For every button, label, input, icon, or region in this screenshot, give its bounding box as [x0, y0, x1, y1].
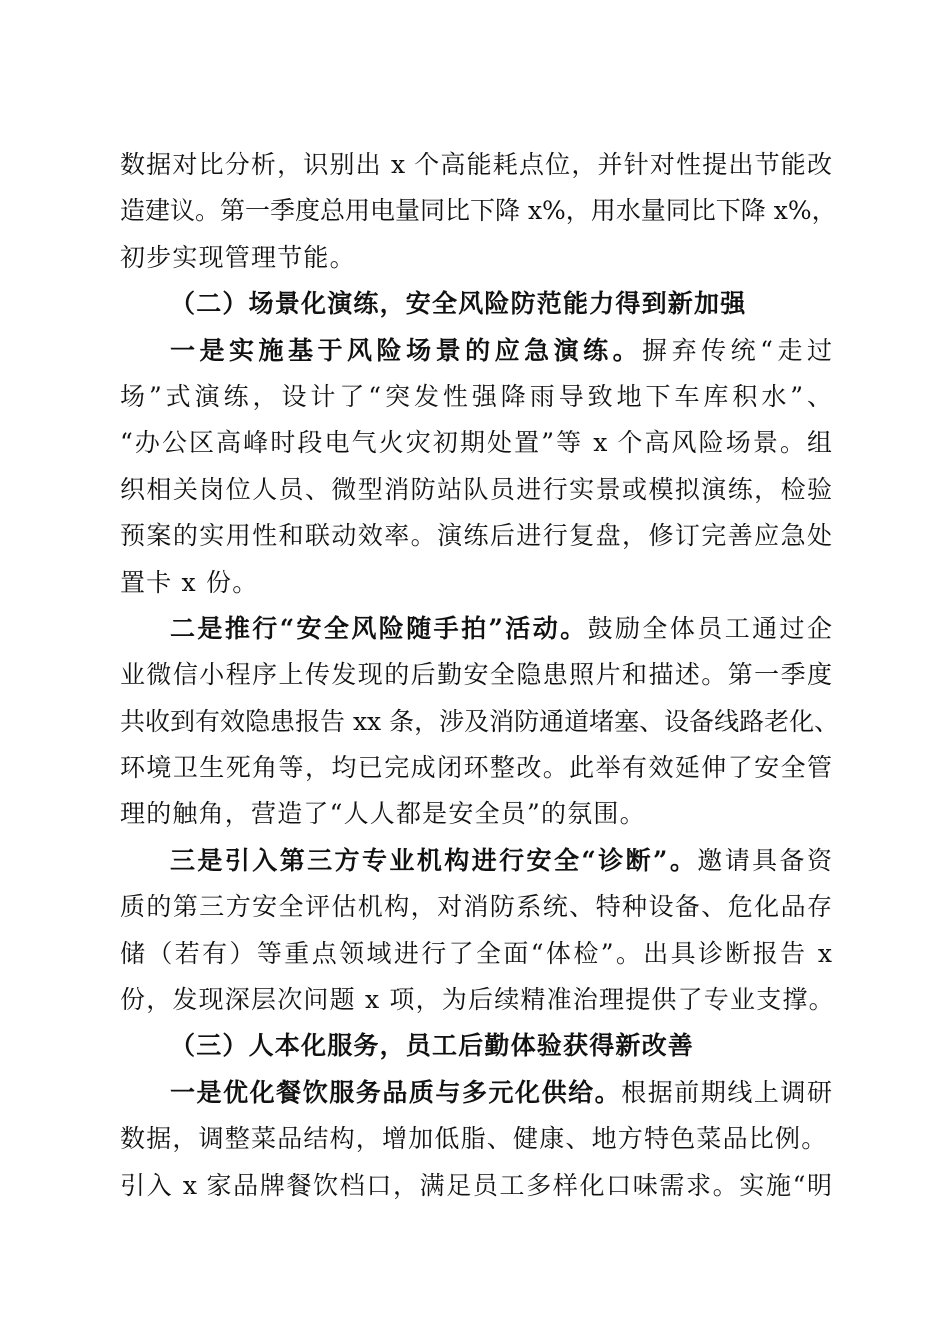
paragraph-first-line — [120, 328, 832, 374]
text-line: 预案的实用性和联动效率。演练后进行复盘，修订完善应急处 — [120, 521, 832, 551]
paragraph-text: 邀请具备资 — [697, 845, 832, 875]
document-body — [120, 142, 840, 1209]
text-line: 份，发现深层次问题 x 项，为后续精准治理提供了专业支撑。 — [120, 985, 835, 1015]
text-line: 引入 x 家品牌餐饮档口，满足员工多样化口味需求。实施“明 — [120, 1170, 832, 1200]
text-line: 质的第三方安全评估机构，对消防系统、特种设备、危化品存 — [120, 892, 832, 922]
paragraph-text: 根据前期线上调研 — [621, 1077, 832, 1107]
text-line: 环境卫生死角等，均已完成闭环整改。此举有效延伸了安全管 — [120, 753, 832, 783]
paragraph-first-line — [120, 1070, 832, 1116]
text-line: 理的触角，营造了“人人都是安全员”的氛围。 — [120, 799, 646, 829]
text-line: 造建议。第一季度总用电量同比下降 x%，用水量同比下降 x%， — [120, 196, 837, 226]
paragraph-first-line — [120, 838, 832, 884]
text-line: 储（若有）等重点领域进行了全面“体检”。出具诊断报告 x — [120, 938, 832, 968]
text-line: 共收到有效隐患报告 xx 条，涉及消防通道堵塞、设备线路老化、 — [120, 706, 840, 736]
paragraph-first-line — [120, 606, 832, 652]
paragraph-lead: 二是推行“安全风险随手拍”活动。 — [170, 613, 588, 643]
paragraph-lead: 三是引入第三方专业机构进行安全“诊断”。 — [170, 845, 698, 875]
paragraph-text: 摒弃传统“走过 — [642, 335, 832, 365]
text-line: 置卡 x 份。 — [120, 567, 259, 597]
text-line: 织相关岗位人员、微型消防站队员进行实景或模拟演练，检验 — [120, 474, 832, 504]
text-line: 初步实现管理节能。 — [120, 242, 356, 272]
text-line: 场”式演练，设计了“突发性强降雨导致地下车库积水”、 — [120, 381, 832, 411]
paragraph-text: 鼓励全体员工通过企 — [587, 613, 832, 643]
section-heading: （三）人本化服务，员工后勤体验获得新改善 — [170, 1031, 695, 1061]
paragraph-lead: 一是优化餐饮服务品质与多元化供给。 — [170, 1077, 622, 1107]
section-heading: （二）场景化演练，安全风险防范能力得到新加强 — [170, 289, 747, 319]
paragraph-lead: 一是实施基于风险场景的应急演练。 — [170, 335, 643, 365]
text-line: 数据对比分析，识别出 x 个高能耗点位，并针对性提出节能改 — [120, 150, 832, 179]
text-line: 业微信小程序上传发现的后勤安全隐患照片和描述。第一季度 — [120, 660, 832, 690]
text-line: 数据，调整菜品结构，增加低脂、健康、地方特色菜品比例。 — [120, 1124, 828, 1154]
text-line: “办公区高峰时段电气火灾初期处置”等 x 个高风险场景。组 — [120, 428, 832, 458]
